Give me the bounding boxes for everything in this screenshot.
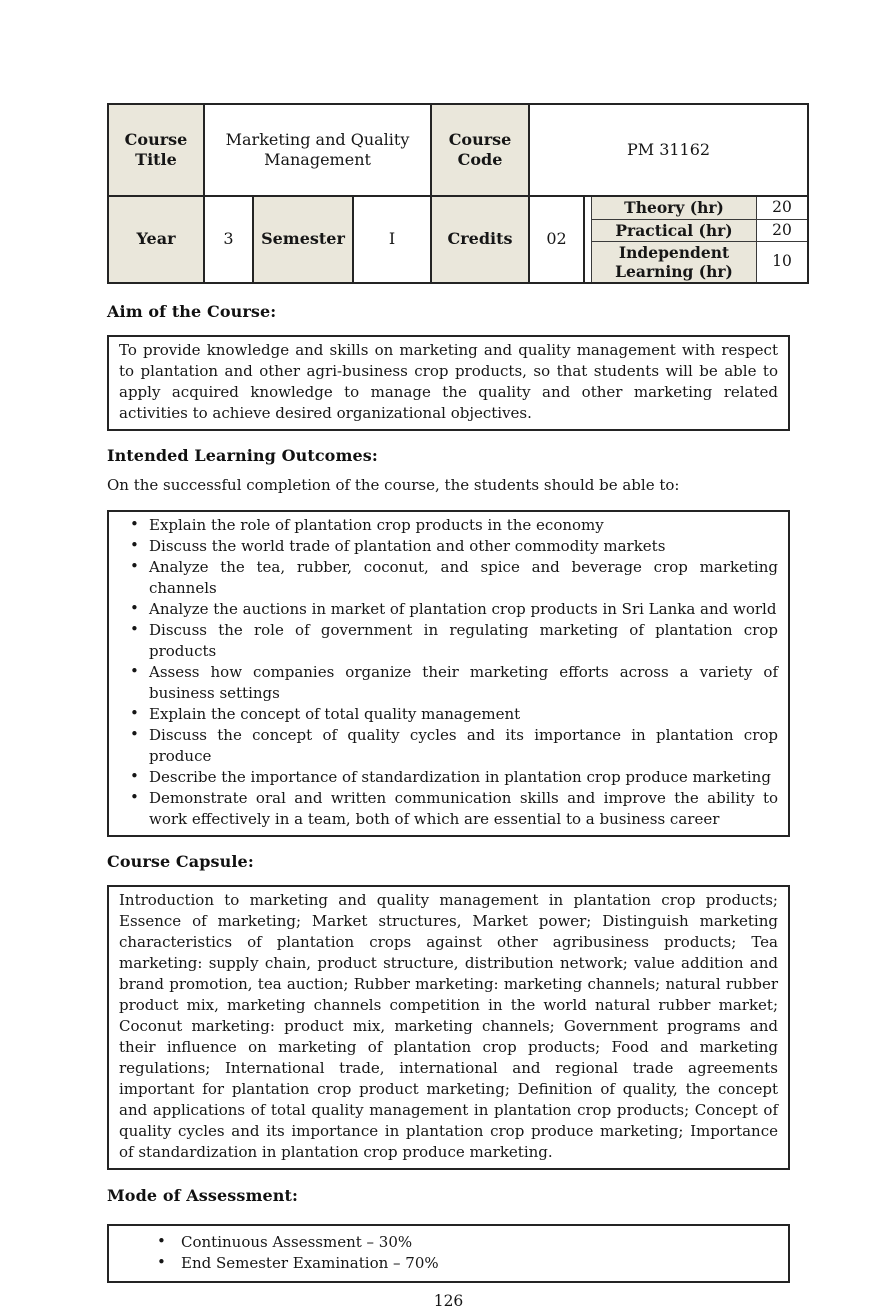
ilo-list-item: • Analyze the tea, rubber, coconut, and spice and beverage crop marketing channels <box>149 557 778 599</box>
ilo-intro-text: On the successful completion of the course, the students should be able to: <box>107 475 680 494</box>
course-code-value-cell: PM 31162 <box>529 104 808 196</box>
aim-text-box: To provide knowledge and skills on marketing and quality management with respect to plantation and other agri-business crop products, so that students will be able to apply acquired knowledge to manage the quality and other marketing related activities to achieve desired organizational objectives. <box>107 335 790 431</box>
year-value-cell: 3 <box>204 196 253 283</box>
ilo-heading: Intended Learning Outcomes: <box>107 445 378 465</box>
hours-row-independent <box>592 241 808 282</box>
independent-learning-hours-label-cell: Independent Learning (hr) <box>592 241 757 282</box>
info-table-row-2 <box>108 196 808 283</box>
semester-label-cell: Semester <box>253 196 353 283</box>
ilo-list-item: • Explain the concept of total quality management <box>149 704 778 725</box>
assessment-box <box>107 1224 790 1283</box>
ilo-list-item: • Discuss the world trade of plantation and other commodity markets <box>149 536 778 557</box>
assessment-list-item: • End Semester Examination – 70% <box>181 1253 778 1274</box>
ilo-list-item: • Discuss the role of government in regulating marketing of plantation crop products <box>149 620 778 662</box>
course-code-label-cell: Course Code <box>431 104 529 196</box>
hours-row-theory <box>592 197 808 219</box>
practical-hours-label-cell: Practical (hr) <box>592 219 757 241</box>
credits-value-cell: 02 <box>529 196 584 283</box>
theory-hours-label-cell: Theory (hr) <box>592 197 757 219</box>
ilo-box <box>107 510 790 837</box>
course-info-table <box>107 103 809 284</box>
practical-hours-value-cell: 20 <box>757 219 808 241</box>
ilo-list-item: • Describe the importance of standardization in plantation crop produce marketing <box>149 767 778 788</box>
ilo-list-item: • Discuss the concept of quality cycles and its importance in plantation crop produce <box>149 725 778 767</box>
theory-hours-value-cell: 20 <box>757 197 808 219</box>
independent-learning-hours-value-cell: 10 <box>757 241 808 282</box>
page-number: 126 <box>433 1291 464 1310</box>
ilo-list <box>119 515 778 830</box>
credits-label-cell: Credits <box>431 196 529 283</box>
course-title-label-cell: Course Title <box>108 104 204 196</box>
hours-row-practical <box>592 219 808 241</box>
ilo-list-item: • Demonstrate oral and written communication skills and improve the ability to work effectively in a team, both of which are essential to a business career <box>149 788 778 830</box>
assessment-list <box>119 1232 778 1274</box>
assessment-heading: Mode of Assessment: <box>107 1185 299 1205</box>
ilo-list-item: • Explain the role of plantation crop products in the economy <box>149 515 778 536</box>
aim-heading: Aim of the Course: <box>107 301 277 321</box>
ilo-list-item: • Assess how companies organize their marketing efforts across a variety of business settings <box>149 662 778 704</box>
assessment-list-item: • Continuous Assessment – 30% <box>181 1232 778 1253</box>
course-title-value-cell: Marketing and Quality Management <box>204 104 431 196</box>
capsule-heading: Course Capsule: <box>107 851 254 871</box>
year-label-cell: Year <box>108 196 204 283</box>
hours-table <box>591 197 807 282</box>
ilo-list-item: • Analyze the auctions in market of plantation crop products in Sri Lanka and world <box>149 599 778 620</box>
capsule-text-box: Introduction to marketing and quality management in plantation crop products; Essence of marketing; Market structures, Market power; Distinguish marketing characteristics of plantation crops against other agribusiness products; Tea marketing: supply chain, product structure, distribution network; value addition and brand promotion, tea auction; Rubber marketing: marketing channels; natural rubber product mix, marketing channels competition in the world natural rubber market; Coconut marketing: product mix, marketing channels; Government programs and their influence on marketing of plantation crop products; Food and marketing regulations; International trade, international and regional trade agreements important for plantation crop product marketing; Definition of quality, the concept and applications of total quality management in plantation crop products; Concept of quality cycles and its importance in plantation crop produce marketing; Importance of standardization in plantation crop produce marketing. <box>107 885 790 1170</box>
info-table-row-1 <box>108 104 808 196</box>
hours-subtable-cell <box>584 196 808 283</box>
semester-value-cell: I <box>353 196 431 283</box>
